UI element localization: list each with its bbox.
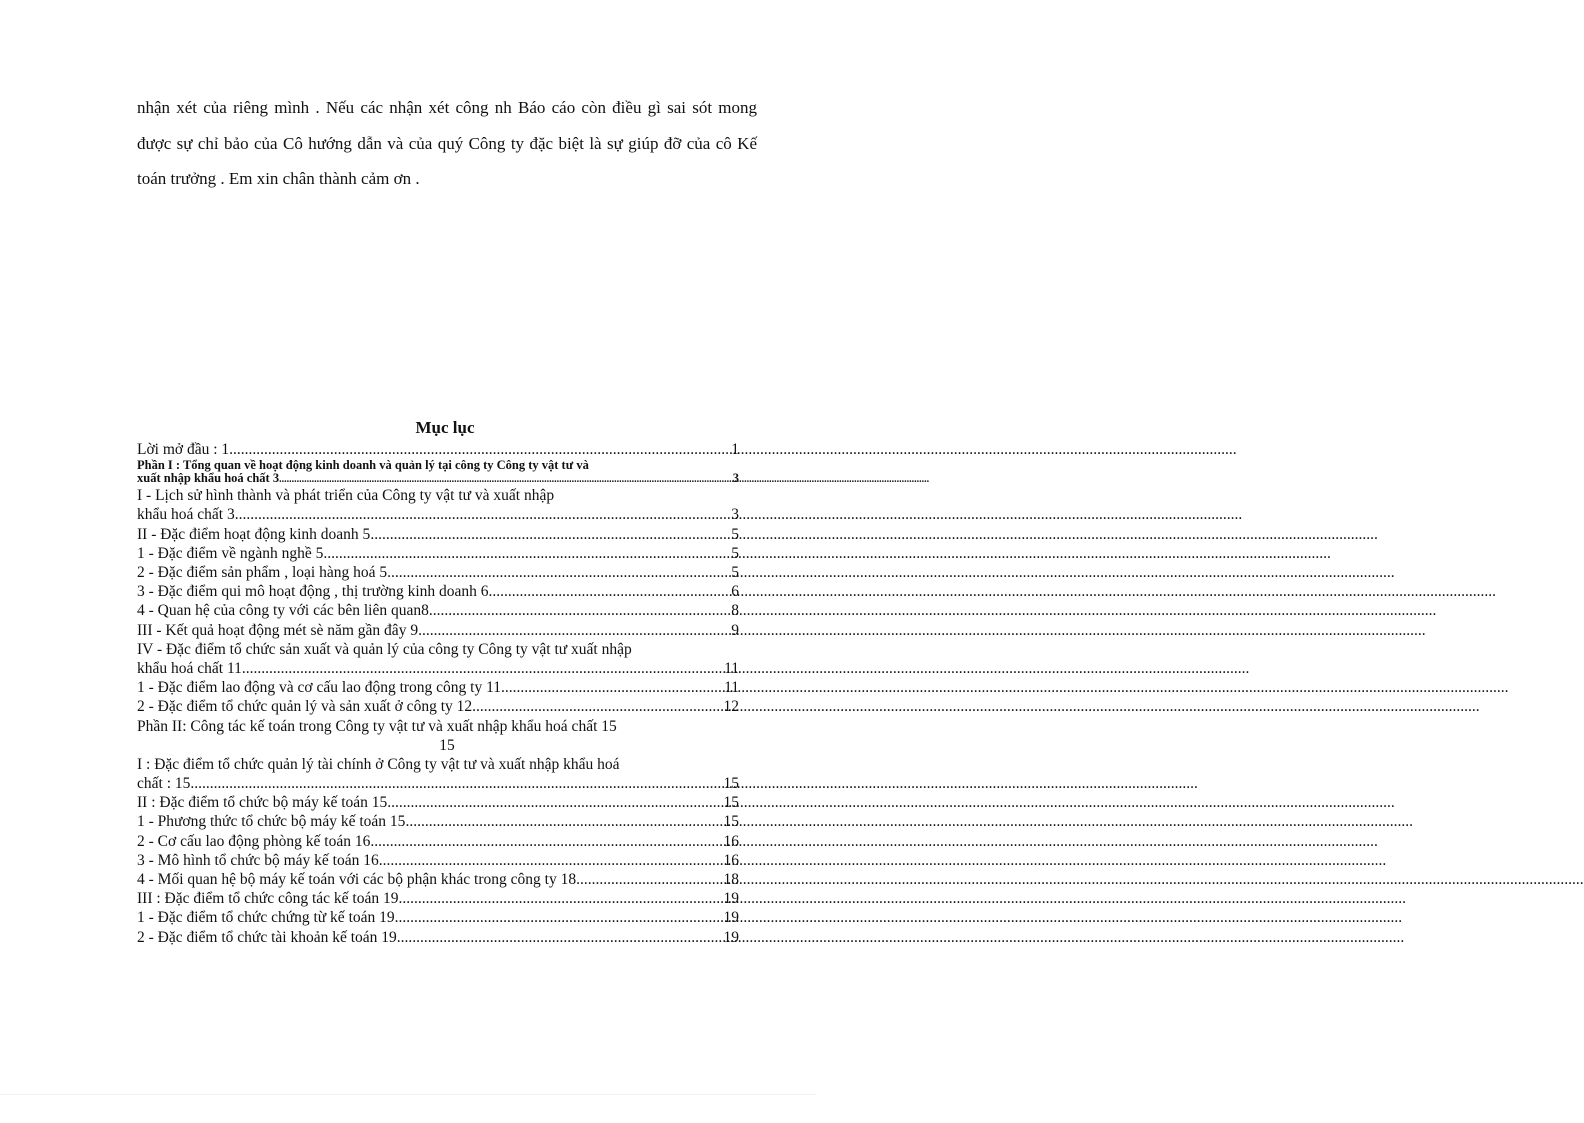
toc-leader [387,793,722,812]
toc-entry[interactable] [137,928,739,947]
toc-entry[interactable] [137,908,739,927]
toc-entry[interactable] [137,755,739,793]
toc-leader [397,928,723,947]
toc-entry[interactable] [137,832,739,851]
toc-entry-label: 1 - Đặc điểm về ngành nghề 5 [137,544,324,562]
toc-entry[interactable] [137,640,739,678]
page-bottom-divider [0,1094,816,1095]
toc-entry[interactable] [137,621,739,640]
toc-entry-label: xuất nhập khẩu hoá chất 3 [137,471,280,486]
toc-leader [370,832,722,851]
toc-entry-page: 1 [731,441,739,458]
toc-entry-page: 16 [723,851,739,869]
toc-entry-page: 15 [723,813,739,831]
toc-entry[interactable] [137,870,739,889]
toc-entry-page: 15 [723,794,739,812]
toc-leader [229,440,730,459]
toc-entry-page: 19 [723,890,739,908]
toc-leader [472,697,722,716]
toc-entry-label: chất : 15 [137,775,191,793]
toc-entry-page: 12 [723,698,739,716]
toc-leader [190,774,722,793]
toc-entry-label: 1 - Đặc điểm tổ chức chứng từ kế toán 19 [137,909,395,927]
toc-entry[interactable] [137,697,739,716]
toc-leader [501,678,723,697]
toc-entry-label: 4 - Quan hệ của công ty với các bên liên quan8 [137,602,429,620]
toc-leader [576,870,722,889]
toc-entry-label: II - Đặc điểm hoạt động kinh doanh 5 [137,525,371,543]
toc-entry-page: 3 [732,471,739,486]
toc-entry-page: 11 [724,660,739,678]
toc-entry[interactable] [137,563,739,582]
toc-entry[interactable] [137,851,739,870]
toc-entry-label: 2 - Đặc điểm sản phẩm , loại hàng hoá 5 [137,564,388,582]
toc-entry-label: khẩu hoá chất 3 [137,506,235,524]
toc-entry-page: 18 [723,871,739,889]
toc-entry-label: 4 - Mối quan hệ bộ máy kế toán với các bộ phận khác trong công ty 18 [137,871,577,889]
toc-leader [395,908,723,927]
toc-entry[interactable] [137,459,739,486]
toc-entry-page: 9 [731,621,739,639]
toc-entry[interactable] [137,486,739,524]
toc-entry-page: 16 [723,832,739,850]
toc-leader [370,525,730,544]
toc-title: Mục lục [415,418,475,437]
toc-entry-label-line1: IV - Đặc điểm tổ chức sản xuất và quản lý của công ty Công ty vật tư xuất nhập [137,640,632,658]
toc-entry-label-line1: I - Lịch sử hình thành và phát triển của Công ty vật tư và xuất nhập [137,487,555,505]
toc-leader [379,851,723,870]
toc-leader [235,505,731,524]
toc-entry[interactable] [137,793,739,812]
toc-entry-label: Lời mở đầu : 1 [137,441,230,458]
toc-leader [429,601,730,620]
toc-entry-label: 1 - Phương thức tổ chức bộ máy kế toán 15 [137,813,406,831]
toc-entry[interactable] [137,601,739,620]
toc-leader [242,659,723,678]
toc-entry-page: 5 [731,564,739,582]
toc-entry-label: 3 - Đặc điểm qui mô hoạt động , thị trường kinh doanh 6 [137,583,489,601]
toc-entry[interactable] [137,544,739,563]
toc-entry[interactable] [137,525,739,544]
toc-entry-label-line1: Phần II: Công tác kế toán trong Công ty vật tư và xuất nhập khẩu hoá chất 15 [137,717,617,735]
toc-entry-label: 1 - Đặc điểm lao động và cơ cấu lao động trong công ty 11 [137,679,502,697]
toc-leader [387,563,730,582]
toc-entry-label: III : Đặc điểm tổ chức công tác kế toán 19 [137,890,399,908]
toc-leader [323,544,730,563]
toc-entry[interactable] [137,678,739,697]
toc-entry[interactable] [137,582,739,601]
toc-entry-page: 19 [723,928,739,946]
toc-entry[interactable] [137,717,739,755]
toc-leader [418,621,730,640]
toc-entry-label: 2 - Đặc điểm tổ chức tài khoản kế toán 19 [137,928,397,946]
intro-text: nhận xét của riêng mình . Nếu các nhận xét công nh Báo cáo còn điều gì sai sót mong được sự chỉ bảo của Cô hướng dẫn và của quý Công ty đặc biệt là sự giúp đỡ của cô Kế toán trưởng . Em xin chân thành cảm ơn . [137,98,757,188]
toc-entry-page: 15 [439,736,455,754]
toc-entry-label: 2 - Đặc điểm tổ chức quản lý và sản xuất ở công ty 12 [137,698,473,716]
toc-entry-page: 8 [731,602,739,620]
toc-entry-page: 6 [731,583,739,601]
toc-entry[interactable] [137,889,739,908]
toc-leader [405,812,722,831]
toc-entry-label-line1: I : Đặc điểm tổ chức quản lý tài chính ở Công ty vật tư và xuất nhập khẩu hoá [137,755,620,773]
toc-entry-page: 11 [724,679,739,697]
toc-entry-page: 3 [731,506,739,524]
toc-entry-label: III - Kết quả hoạt động mét sè năm gần đây 9 [137,621,419,639]
toc-leader [279,472,732,486]
intro-paragraph [137,90,757,197]
toc-entry-label: 3 - Mô hình tổ chức bộ máy kế toán 16 [137,851,379,869]
toc-entry-page: 15 [723,775,739,793]
toc-entry-label: khẩu hoá chất 11 [137,660,242,678]
toc-entry-page: 5 [731,525,739,543]
toc-entry-page: 5 [731,544,739,562]
toc-entry-label-line1: Phần I : Tổng quan về hoạt động kinh doanh và quản lý tại công ty Công ty vật tư và [137,458,589,473]
toc-leader [489,582,731,601]
table-of-contents [137,440,739,947]
toc-leader [398,889,722,908]
toc-entry[interactable] [137,812,739,831]
toc-entry-label: 2 - Cơ cấu lao động phòng kế toán 16 [137,832,371,850]
toc-entry[interactable] [137,440,739,459]
toc-entry-label: II : Đặc điểm tổ chức bộ máy kế toán 15 [137,794,388,812]
toc-entry-page: 19 [723,909,739,927]
